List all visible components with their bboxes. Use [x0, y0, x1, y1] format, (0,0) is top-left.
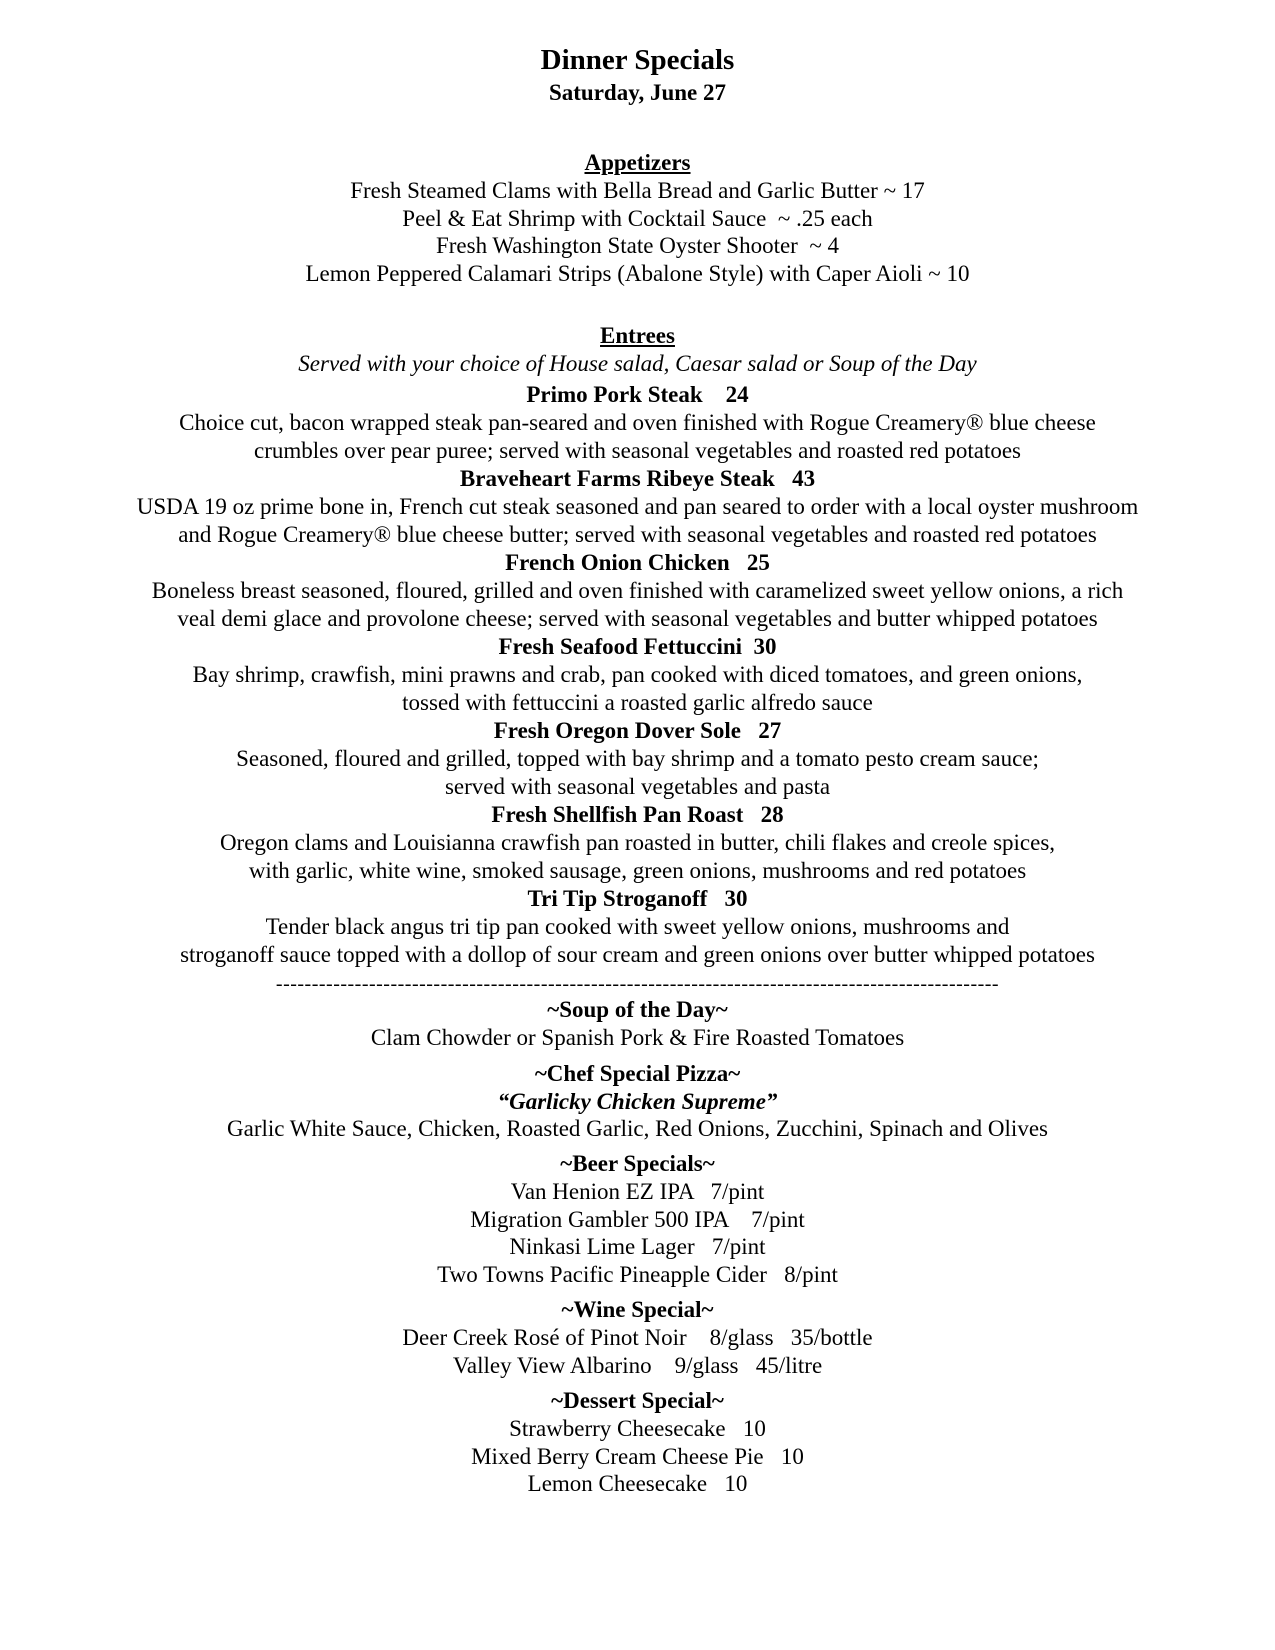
- dessert-section: [0, 1387, 1275, 1498]
- appetizers-section: [0, 148, 1275, 287]
- dessert-item: Lemon Cheesecake 10: [527, 1471, 748, 1496]
- wine-item: Valley View Albarino 9/glass 45/litre: [452, 1352, 823, 1378]
- entree-description: Oregon clams and Louisianna crawfish pan roasted in butter, chili flakes and creole spices,: [219, 830, 1056, 855]
- soup-text: Clam Chowder or Spanish Pork & Fire Roasted Tomatoes: [370, 1025, 905, 1050]
- entree-title: French Onion Chicken 25: [505, 550, 770, 575]
- entree-item: [0, 548, 1275, 632]
- entree-description: Bay shrimp, crawfish, mini prawns and crab, pan cooked with diced tomatoes, and green onions,: [192, 662, 1083, 687]
- pizza-name: “Garlicky Chicken Supreme”: [497, 1088, 778, 1114]
- soup-section: [0, 996, 1275, 1052]
- pizza-heading: ~Chef Special Pizza~: [534, 1060, 741, 1086]
- entrees-heading: Entrees: [600, 323, 675, 348]
- entree-title: Tri Tip Stroganoff 30: [527, 886, 748, 911]
- dessert-item: Mixed Berry Cream Cheese Pie 10: [471, 1443, 804, 1469]
- beer-item: Ninkasi Lime Lager 7/pint: [509, 1234, 766, 1259]
- entree-item: [0, 884, 1275, 968]
- wine-section: [0, 1296, 1275, 1379]
- entree-description: tossed with fettuccini a roasted garlic alfredo sauce: [402, 689, 873, 715]
- entree-title: Fresh Seafood Fettuccini 30: [498, 634, 777, 659]
- entree-item: [0, 380, 1275, 464]
- menu-header: [0, 42, 1275, 108]
- wine-heading: ~Wine Special~: [561, 1297, 714, 1322]
- appetizer-item: Fresh Steamed Clams with Bella Bread and Garlic Butter ~ 17: [350, 178, 925, 203]
- entree-item: [0, 716, 1275, 800]
- entree-description: Seasoned, floured and grilled, topped with bay shrimp and a tomato pesto cream sauce;: [236, 746, 1039, 771]
- beer-item: Migration Gambler 500 IPA 7/pint: [470, 1206, 805, 1232]
- appetizers-heading: Appetizers: [584, 150, 691, 175]
- soup-heading: ~Soup of the Day~: [547, 997, 728, 1022]
- wine-item: Deer Creek Rosé of Pinot Noir 8/glass 35/bottle: [402, 1325, 873, 1350]
- pizza-text: Garlic White Sauce, Chicken, Roasted Garlic, Red Onions, Zucchini, Spinach and Olives: [227, 1115, 1048, 1141]
- menu-date: Saturday, June 27: [548, 80, 726, 105]
- beer-item: Van Henion EZ IPA 7/pint: [510, 1179, 765, 1204]
- dessert-item: Strawberry Cheesecake 10: [509, 1416, 766, 1441]
- dessert-heading: ~Dessert Special~: [551, 1388, 724, 1413]
- entree-description: served with seasonal vegetables and pasta: [444, 773, 831, 799]
- entree-title: Primo Pork Steak 24: [526, 382, 749, 407]
- appetizer-item: Fresh Washington State Oyster Shooter ~ 4: [435, 233, 840, 258]
- pizza-section: [0, 1060, 1275, 1143]
- appetizer-item: Peel & Eat Shrimp with Cocktail Sauce ~ .25 each: [402, 205, 873, 231]
- entree-item: [0, 632, 1275, 716]
- beer-heading: ~Beer Specials~: [560, 1151, 715, 1176]
- entree-title: Fresh Shellfish Pan Roast 28: [491, 802, 784, 827]
- entree-description: Boneless breast seasoned, floured, grilled and oven finished with caramelized sweet yellow onions, a rich: [151, 578, 1124, 603]
- entree-title: Braveheart Farms Ribeye Steak 43: [459, 466, 816, 491]
- beer-section: [0, 1150, 1275, 1288]
- entree-item: [0, 464, 1275, 548]
- entrees-section: [0, 321, 1275, 968]
- entrees-subtitle: Served with your choice of House salad, Caesar salad or Soup of the Day: [298, 351, 977, 376]
- entree-title: Fresh Oregon Dover Sole 27: [493, 718, 782, 743]
- beer-item: Two Towns Pacific Pineapple Cider 8/pint: [437, 1261, 838, 1287]
- entree-item: [0, 800, 1275, 884]
- entree-description: and Rogue Creamery® blue cheese butter; served with seasonal vegetables and roasted red potatoes: [178, 521, 1097, 547]
- entree-description: with garlic, white wine, smoked sausage, green onions, mushrooms and red potatoes: [248, 857, 1027, 883]
- entree-description: crumbles over pear puree; served with seasonal vegetables and roasted red potatoes: [253, 437, 1021, 463]
- page-title: Dinner Specials: [540, 44, 735, 76]
- entree-description: Choice cut, bacon wrapped steak pan-seared and oven finished with Rogue Creamery® blue cheese: [179, 410, 1096, 435]
- entree-description: veal demi glace and provolone cheese; served with seasonal vegetables and butter whipped potatoes: [177, 605, 1098, 631]
- entree-description: Tender black angus tri tip pan cooked with sweet yellow onions, mushrooms and: [265, 914, 1010, 939]
- section-divider: -----------------------------------------------------------------------------------------------------: [275, 973, 1000, 995]
- appetizer-item: Lemon Peppered Calamari Strips (Abalone Style) with Caper Aioli ~ 10: [305, 260, 970, 286]
- entree-description: stroganoff sauce topped with a dollop of sour cream and green onions over butter whipped potatoes: [180, 941, 1095, 967]
- entree-description: USDA 19 oz prime bone in, French cut steak seasoned and pan seared to order with a local oyster mushroom: [136, 494, 1139, 519]
